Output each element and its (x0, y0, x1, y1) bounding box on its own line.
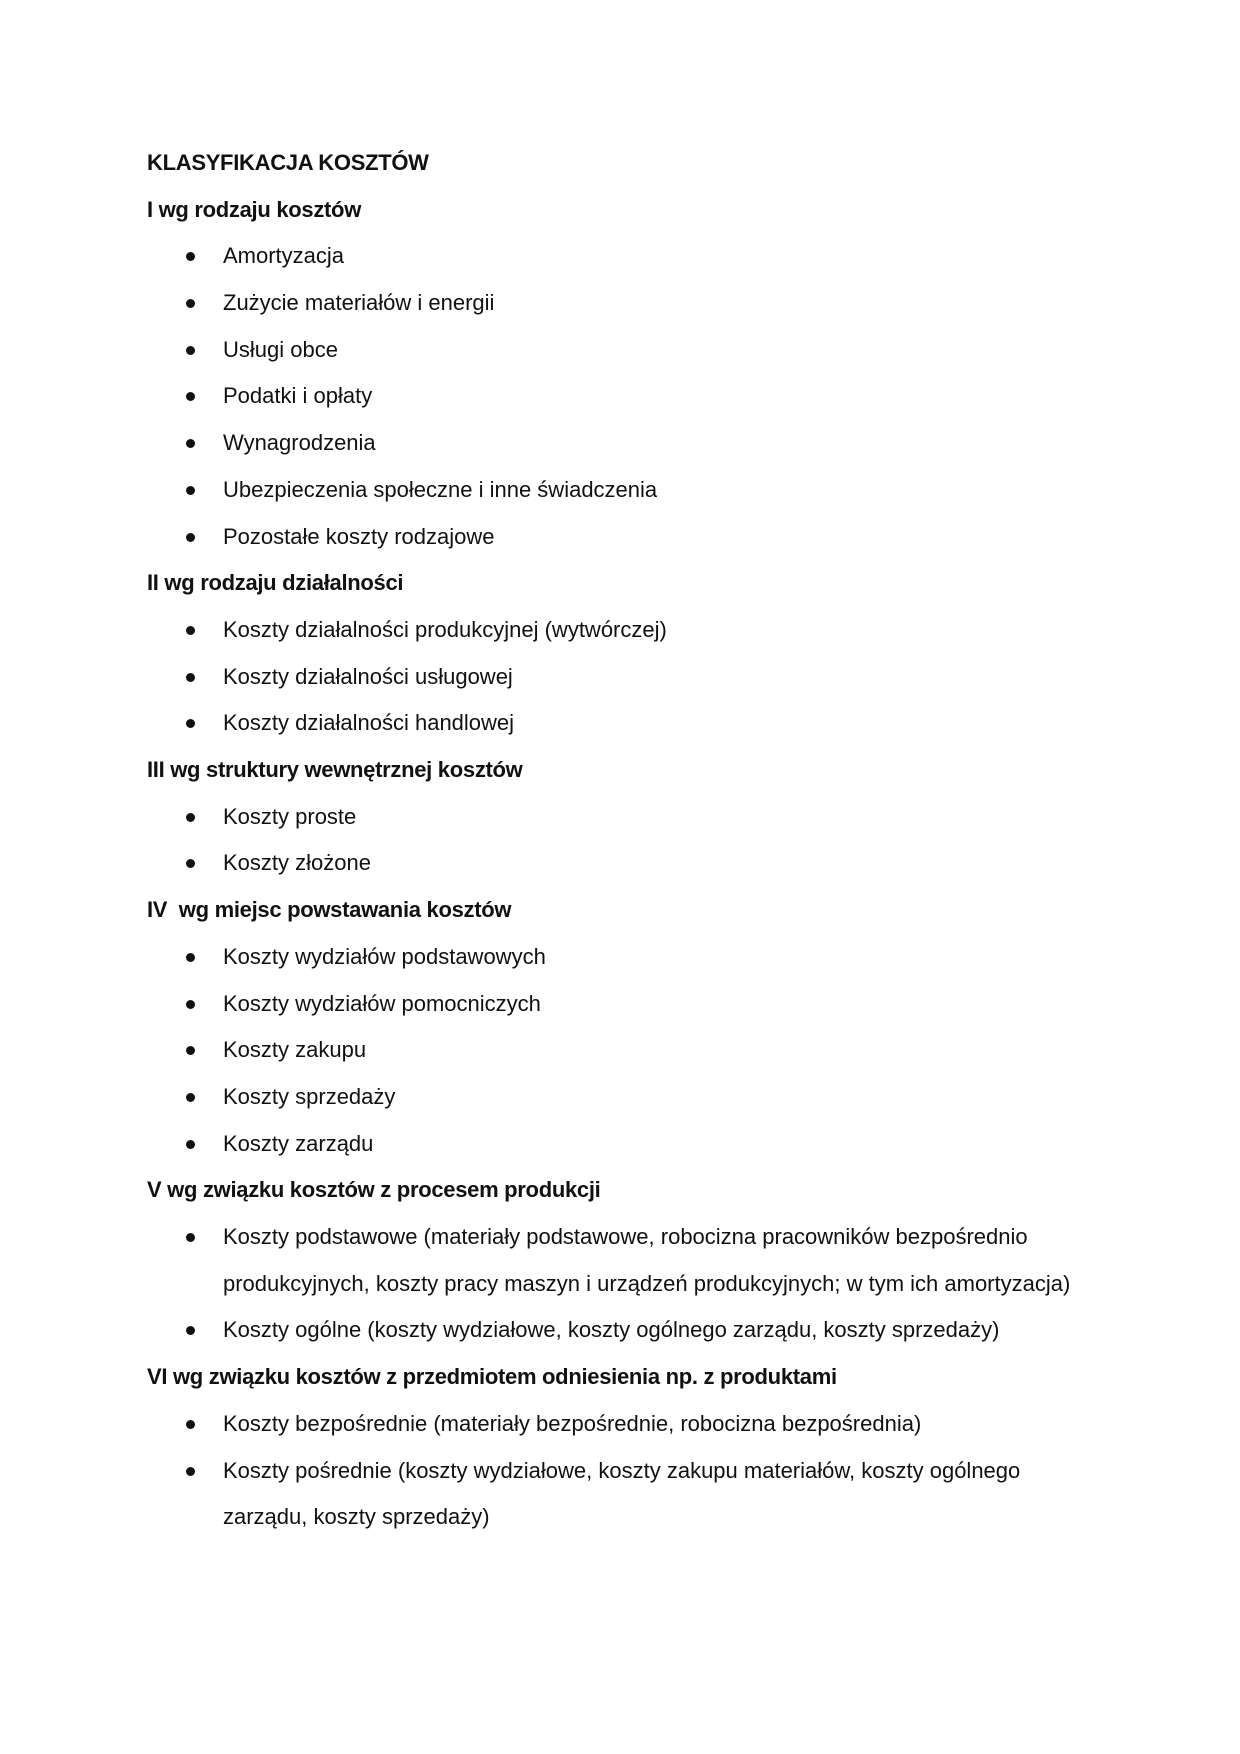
section-5 (147, 1167, 1087, 1354)
section-heading: V wg związku kosztów z procesem produkcji (147, 1177, 601, 1203)
list-item (147, 934, 1087, 981)
list-item (147, 794, 1087, 841)
bullet-icon (186, 1326, 195, 1335)
list-item (147, 233, 1087, 280)
section-3 (147, 747, 1087, 887)
list-item-text: Koszty złożone (223, 850, 371, 876)
document-title: KLASYFIKACJA KOSZTÓW (147, 150, 429, 175)
list-item (147, 1448, 1087, 1541)
bullet-icon (186, 439, 195, 448)
list-item (147, 981, 1087, 1028)
section-heading: II wg rodzaju działalności (147, 570, 404, 596)
bullet-icon (186, 1140, 195, 1149)
list-item-text: Koszty podstawowe (materiały podstawowe, robocizna pracowników bezpośrednio produkcyjnych, koszty pracy maszyn i urządzeń produkcyjnych; w tym ich amortyzacja) (223, 1224, 1071, 1296)
section-heading: VI wg związku kosztów z przedmiotem odniesienia np. z produktami (147, 1364, 837, 1390)
bullet-icon (186, 346, 195, 355)
list-item-text: Koszty działalności produkcyjnej (wytwórczej) (223, 616, 667, 642)
list-item-text: Koszty zakupu (223, 1037, 367, 1063)
list-item-text: Koszty proste (223, 803, 357, 829)
list-item-text: Koszty zarządu (223, 1130, 374, 1156)
bullet-icon (186, 392, 195, 401)
bullet-icon (186, 533, 195, 542)
bullet-icon (186, 813, 195, 822)
bullet-icon (186, 719, 195, 728)
list-item-text: Koszty pośrednie (koszty wydziałowe, koszty zakupu materiałów, koszty ogólnego zarządu, koszty sprzedaży) (223, 1457, 1021, 1530)
bullet-icon (186, 953, 195, 962)
list-item-text: Amortyzacja (223, 243, 345, 269)
list-item (147, 327, 1087, 374)
bullet-icon (186, 626, 195, 635)
list-item (147, 420, 1087, 467)
list-item (147, 700, 1087, 747)
list-item (147, 607, 1087, 654)
section-1 (147, 187, 1087, 561)
list-item (147, 1121, 1087, 1168)
section-heading: III wg struktury wewnętrznej kosztów (147, 757, 523, 783)
list-item-text: Koszty wydziałów podstawowych (223, 943, 546, 969)
bullet-icon (186, 673, 195, 682)
list-item-text: Koszty ogólne (koszty wydziałowe, koszty ogólnego zarządu, koszty sprzedaży) (223, 1317, 1000, 1343)
list-item-text: Koszty działalności handlowej (223, 710, 515, 736)
list-item (147, 840, 1087, 887)
list-item (147, 280, 1087, 327)
list-item-text: Koszty wydziałów pomocniczych (223, 990, 541, 1016)
list-item (147, 654, 1087, 701)
list-item-text: Pozostałe koszty rodzajowe (223, 523, 495, 549)
list-item (147, 1027, 1087, 1074)
bullet-icon (186, 1467, 195, 1476)
list-item (147, 1074, 1087, 1121)
bullet-icon (186, 1046, 195, 1055)
list-item-text: Koszty sprzedaży (223, 1083, 396, 1109)
list-item-text: Usługi obce (223, 336, 338, 362)
list-item-text: Ubezpieczenia społeczne i inne świadczenia (223, 476, 658, 502)
section-2 (147, 560, 1087, 747)
list-item (147, 1401, 1087, 1448)
list-item (147, 373, 1087, 420)
bullet-icon (186, 1000, 195, 1009)
bullet-icon (186, 1233, 195, 1242)
list-item-text: Zużycie materiałów i energii (223, 290, 495, 316)
list-item (147, 1307, 1087, 1354)
bullet-icon (186, 1420, 195, 1429)
list-item (147, 514, 1087, 561)
section-4 (147, 887, 1087, 1167)
bullet-icon (186, 252, 195, 261)
list-item (147, 1214, 1087, 1307)
bullet-icon (186, 299, 195, 308)
list-item-text: Koszty działalności usługowej (223, 663, 513, 689)
list-item (147, 467, 1087, 514)
document-content (147, 140, 1087, 1541)
bullet-icon (186, 859, 195, 868)
bullet-icon (186, 486, 195, 495)
section-6 (147, 1354, 1087, 1541)
section-heading: I wg rodzaju kosztów (147, 196, 362, 222)
bullet-icon (186, 1093, 195, 1102)
list-item-text: Koszty bezpośrednie (materiały bezpośrednie, robocizna bezpośrednia) (223, 1410, 922, 1436)
list-item-text: Wynagrodzenia (223, 430, 376, 456)
section-heading: IV wg miejsc powstawania kosztów (147, 897, 512, 923)
list-item-text: Podatki i opłaty (223, 383, 373, 409)
